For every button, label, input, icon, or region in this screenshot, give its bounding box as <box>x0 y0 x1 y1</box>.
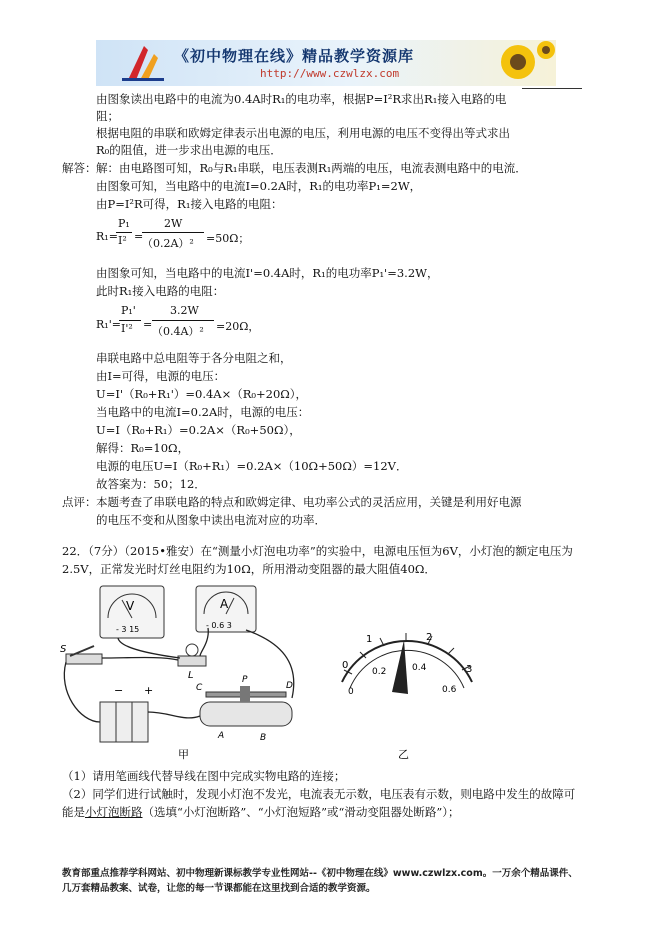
text-line: 串联电路中总电阻等于各分电阻之和， <box>96 351 292 365</box>
site-logo-icon <box>114 40 174 86</box>
svg-text:+: + <box>144 684 154 697</box>
answer-blank: 小灯泡断路 <box>85 805 143 819</box>
svg-text:- 0.6 3: - 0.6 3 <box>206 621 232 630</box>
voltmeter-icon <box>100 586 164 638</box>
text-line: 此时R₁接入电路的电阻： <box>96 284 225 298</box>
svg-text:0: 0 <box>342 660 349 671</box>
header-rule <box>522 88 582 89</box>
svg-text:1: 1 <box>366 634 373 645</box>
svg-text:S: S <box>60 644 67 655</box>
dial-ticks <box>344 633 473 675</box>
text-line: 解得：R₀=10Ω， <box>96 441 190 455</box>
figure-caption-jia: 甲 <box>178 748 189 761</box>
ammeter-icon <box>196 586 256 632</box>
svg-text:A: A <box>218 731 225 741</box>
text-line: 电源的电压U=I（R₀+R₁）=0.2A×（10Ω+50Ω）=12V． <box>96 459 408 473</box>
comment-label: 点评： <box>62 495 97 509</box>
svg-text:A: A <box>220 597 229 611</box>
page-footer <box>62 866 622 896</box>
answer-label: 解答： <box>62 161 97 175</box>
text-line: 本题考查了串联电路的特点和欧姆定律、电功率公式的灵活应用，关键是利用好电源 <box>96 495 522 509</box>
text-line: 由图象读出电路中的电流为0.4A时R₁的电功率，根据P=I²R求出R₁接入电路的电 <box>96 92 507 106</box>
banner-url[interactable]: http://www.czwlzx.com <box>260 67 400 80</box>
circuit-figure <box>60 582 330 762</box>
text-line: 阻； <box>96 109 119 123</box>
question-22-line1: 22．（7分）（2015•雅安）在“测量小灯泡电功率”的实验中，电源电压恒为6V，小灯泡的额定电压为 <box>62 544 573 558</box>
text-line: 故答案为：50；12． <box>96 477 206 491</box>
svg-text:−: − <box>114 684 124 697</box>
text-line: 当电路中的电流I=0.2A时，电源的电压： <box>96 405 310 419</box>
text-line: R₀的阻值，进一步求出电源的电压． <box>96 143 282 157</box>
svg-text:D: D <box>286 681 293 691</box>
text-line: 解：由电路图可知，R₀与R₁串联，电压表测R₁两端的电压，电流表测电路中的电流． <box>96 161 527 175</box>
lamp-icon <box>178 644 206 681</box>
text-line: 由I=可得，电源的电压： <box>96 369 226 383</box>
text-line: 根据电阻的串联和欧姆定律表示出电源的电压，利用电源的电压不变得出等式求出 <box>96 126 510 140</box>
svg-text:0.6: 0.6 <box>442 685 457 695</box>
svg-text:0: 0 <box>348 687 354 697</box>
figure-caption-yi: 乙 <box>398 748 409 761</box>
switch-icon <box>60 644 102 664</box>
svg-text:P: P <box>242 675 248 685</box>
footer-line-2: 几万套精品教案、试卷，让您的每一节课都能在这里找到合适的教学资源。 <box>62 883 376 894</box>
sub-question-2: （2）同学们进行试触时，发现小灯泡不发光，电流表无示数，电压表有示数，则电路中发生的故障可 <box>62 787 576 801</box>
dial-pointer-icon <box>392 640 408 694</box>
svg-text:C: C <box>196 683 203 693</box>
text-line: U=I（R₀+R₁）=0.2A×（R₀+50Ω）， <box>96 423 301 437</box>
svg-text:- 3 15: - 3 15 <box>116 625 140 634</box>
banner-title: 《初中物理在线》精品教学资源库 <box>174 47 415 65</box>
text-line: U=I'（R₀+R₁'）=0.4A×（R₀+20Ω）， <box>96 387 308 401</box>
svg-text:V: V <box>126 599 135 613</box>
sunflower-icon <box>488 40 556 86</box>
text-line: 由P=I²R可得，R₁接入电路的电阻： <box>96 197 283 211</box>
text-line: 的电压不变和从图象中读出电流对应的功率． <box>96 513 326 527</box>
ammeter-dial-figure <box>330 622 490 762</box>
sub-question-1: （1）请用笔画线代替导线在图中完成实物电路的连接； <box>62 769 346 783</box>
text-line: 由图象可知，当电路中的电流I'=0.4A时，R₁的电功率P₁'=3.2W， <box>96 266 439 280</box>
footer-line-1: 教育部重点推荐学科网站、初中物理新课标教学专业性网站--《初中物理在线》www.czwlzx.com。一万余个精品课件、 <box>62 868 578 879</box>
svg-text:B: B <box>260 733 267 743</box>
svg-text:2: 2 <box>426 632 433 643</box>
question-22-line2: 2.5V，正常发光时灯丝电阻约为10Ω，所用滑动变阻器的最大阻值40Ω． <box>62 562 436 576</box>
svg-text:0.2: 0.2 <box>372 667 387 677</box>
svg-text:3: 3 <box>466 664 473 675</box>
svg-text:0.4: 0.4 <box>412 663 427 673</box>
sub-question-2-answer: 能是小灯泡断路（选填“小灯泡断路”、“小灯泡短路”或“滑动变阻器处断路”）； <box>62 805 460 819</box>
rheostat-icon <box>196 675 293 743</box>
battery-icon <box>100 684 153 742</box>
text-line: 由图象可知，当电路中的电流I=0.2A时，R₁的电功率P₁=2W， <box>96 179 422 193</box>
svg-text:L: L <box>188 670 194 681</box>
site-banner <box>96 40 556 86</box>
